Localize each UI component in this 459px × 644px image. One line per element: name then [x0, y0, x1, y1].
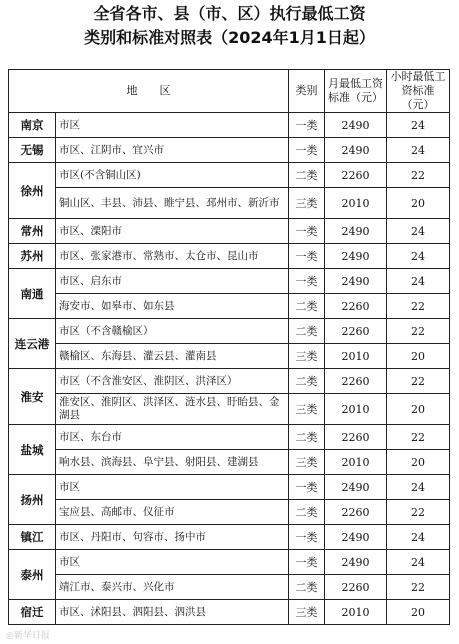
category-cell: 二类 [289, 163, 325, 188]
hourly-cell: 24 [387, 525, 450, 550]
area-cell: 市区（不含赣榆区） [56, 319, 289, 344]
table-row [9, 344, 450, 369]
monthly-cell: 2490 [325, 525, 387, 550]
city-cell: 徐州 [9, 163, 56, 219]
table-row [9, 244, 450, 269]
table-row [9, 113, 450, 138]
watermark: ◎新华日报 [6, 631, 50, 641]
hourly-cell: 24 [387, 475, 450, 500]
table-row [9, 269, 450, 294]
category-cell: 三类 [289, 188, 325, 219]
monthly-cell: 2490 [325, 244, 387, 269]
table-row [9, 294, 450, 319]
header-hourly: 小时最低工资标准（元） [387, 70, 450, 113]
monthly-cell: 2010 [325, 600, 387, 625]
area-cell: 市区(不含铜山区) [56, 163, 289, 188]
area-cell: 海安市、如皋市、如东县 [56, 294, 289, 319]
monthly-cell: 2260 [325, 425, 387, 450]
monthly-cell: 2490 [325, 113, 387, 138]
category-cell: 三类 [289, 344, 325, 369]
category-cell: 三类 [289, 394, 325, 425]
hourly-cell: 22 [387, 319, 450, 344]
monthly-cell: 2490 [325, 138, 387, 163]
city-cell: 苏州 [9, 244, 56, 269]
monthly-cell: 2010 [325, 394, 387, 425]
category-cell: 二类 [289, 500, 325, 525]
area-cell: 市区 [56, 550, 289, 575]
monthly-cell: 2490 [325, 219, 387, 244]
hourly-cell: 20 [387, 600, 450, 625]
monthly-cell: 2260 [325, 500, 387, 525]
document-title-line2: 类别和标准对照表（2024年1月1日起） [84, 28, 375, 47]
hourly-cell: 22 [387, 425, 450, 450]
table-row [9, 369, 450, 394]
table-row [9, 394, 450, 425]
hourly-cell: 24 [387, 113, 450, 138]
category-cell: 一类 [289, 550, 325, 575]
table-row [9, 475, 450, 500]
monthly-cell: 2010 [325, 344, 387, 369]
category-cell: 二类 [289, 319, 325, 344]
category-cell: 一类 [289, 244, 325, 269]
area-cell: 市区、溧阳市 [56, 219, 289, 244]
city-cell: 无锡 [9, 138, 56, 163]
hourly-cell: 20 [387, 394, 450, 425]
hourly-cell: 24 [387, 138, 450, 163]
monthly-cell: 2260 [325, 163, 387, 188]
table-row [9, 219, 450, 244]
hourly-cell: 20 [387, 188, 450, 219]
area-cell: 宝应县、高邮市、仪征市 [56, 500, 289, 525]
table-row [9, 188, 450, 219]
hourly-cell: 24 [387, 550, 450, 575]
category-cell: 三类 [289, 600, 325, 625]
area-cell: 市区、沭阳县、泗阳县、泗洪县 [56, 600, 289, 625]
hourly-cell: 20 [387, 344, 450, 369]
category-cell: 一类 [289, 113, 325, 138]
area-cell: 市区、东台市 [56, 425, 289, 450]
category-cell: 三类 [289, 450, 325, 475]
category-cell: 二类 [289, 575, 325, 600]
category-cell: 一类 [289, 475, 325, 500]
area-cell: 淮安区、淮阴区、洪泽区、涟水县、盱眙县、金湖县 [56, 394, 289, 425]
area-cell: 赣榆区、东海县、灌云县、灌南县 [56, 344, 289, 369]
monthly-cell: 2490 [325, 550, 387, 575]
area-cell: 靖江市、泰兴市、兴化市 [56, 575, 289, 600]
area-cell: 市区（不含淮安区、淮阴区、洪泽区） [56, 369, 289, 394]
table-row [9, 163, 450, 188]
hourly-cell: 22 [387, 500, 450, 525]
hourly-cell: 22 [387, 575, 450, 600]
category-cell: 一类 [289, 138, 325, 163]
monthly-cell: 2260 [325, 294, 387, 319]
city-cell: 连云港 [9, 319, 56, 369]
header-category: 类别 [289, 70, 325, 113]
area-cell: 市区、丹阳市、句容市、扬中市 [56, 525, 289, 550]
table-row [9, 600, 450, 625]
category-cell: 一类 [289, 219, 325, 244]
category-cell: 一类 [289, 525, 325, 550]
category-cell: 二类 [289, 425, 325, 450]
area-cell: 市区、张家港市、常熟市、太仓市、昆山市 [56, 244, 289, 269]
monthly-cell: 2490 [325, 269, 387, 294]
city-cell: 镇江 [9, 525, 56, 550]
area-cell: 市区 [56, 113, 289, 138]
city-cell: 盐城 [9, 425, 56, 475]
table-row [9, 525, 450, 550]
monthly-cell: 2010 [325, 450, 387, 475]
area-cell: 市区 [56, 475, 289, 500]
city-cell: 泰州 [9, 550, 56, 600]
city-cell: 南通 [9, 269, 56, 319]
city-cell: 扬州 [9, 475, 56, 525]
hourly-cell: 24 [387, 244, 450, 269]
city-cell: 南京 [9, 113, 56, 138]
hourly-cell: 24 [387, 219, 450, 244]
table-row [9, 138, 450, 163]
monthly-cell: 2010 [325, 188, 387, 219]
area-cell: 铜山区、丰县、沛县、睢宁县、邳州市、新沂市 [56, 188, 289, 219]
table-row [9, 425, 450, 450]
city-cell: 宿迁 [9, 600, 56, 625]
hourly-cell: 22 [387, 369, 450, 394]
hourly-cell: 22 [387, 294, 450, 319]
table-row [9, 550, 450, 575]
city-cell: 淮安 [9, 369, 56, 425]
hourly-cell: 22 [387, 163, 450, 188]
header-monthly: 月最低工资标准（元） [325, 70, 387, 113]
table-row [9, 319, 450, 344]
area-cell: 响水县、滨海县、阜宁县、射阳县、建湖县 [56, 450, 289, 475]
table-row [9, 575, 450, 600]
hourly-cell: 20 [387, 450, 450, 475]
header-area: 地 区 [9, 70, 289, 113]
category-cell: 一类 [289, 269, 325, 294]
area-cell: 市区、江阴市、宜兴市 [56, 138, 289, 163]
area-cell: 市区、启东市 [56, 269, 289, 294]
monthly-cell: 2260 [325, 319, 387, 344]
category-cell: 二类 [289, 369, 325, 394]
monthly-cell: 2260 [325, 369, 387, 394]
document-title-line1: 全省各市、县（市、区）执行最低工资 [93, 4, 366, 23]
table-row [9, 500, 450, 525]
monthly-cell: 2260 [325, 575, 387, 600]
monthly-cell: 2490 [325, 475, 387, 500]
hourly-cell: 24 [387, 269, 450, 294]
minimum-wage-table [8, 69, 450, 625]
table-row [9, 450, 450, 475]
category-cell: 二类 [289, 294, 325, 319]
city-cell: 常州 [9, 219, 56, 244]
